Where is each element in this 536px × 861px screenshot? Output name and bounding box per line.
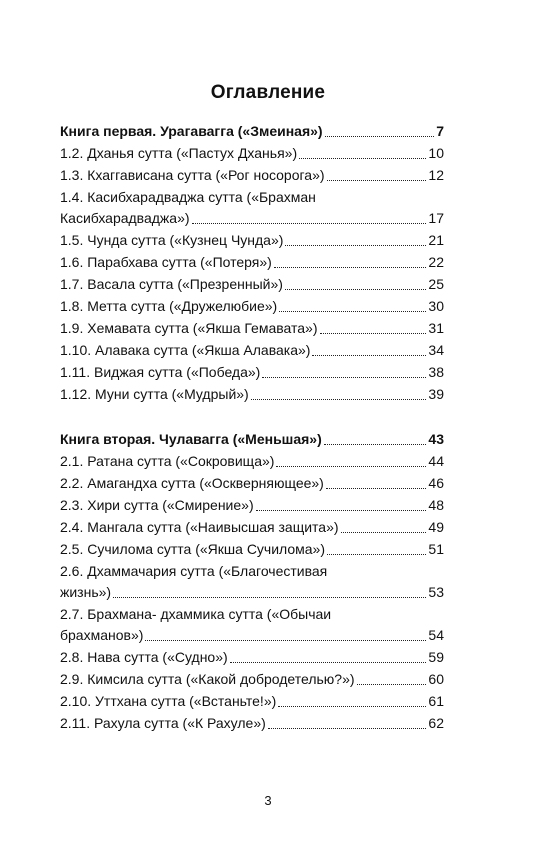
toc-entry-page: 12 [428, 167, 444, 183]
toc-entry-title: 2.3. Хири сутта («Смирение») [60, 497, 254, 513]
toc-entry [60, 539, 444, 560]
toc-entry-title: 2.4. Мангала сутта («Наивысшая защита») [60, 519, 339, 535]
toc-entry-page: 46 [428, 475, 444, 491]
toc-entry-title: 1.3. Кхаггависана сутта («Рог носорога») [60, 167, 325, 183]
toc-entry-page: 39 [428, 386, 444, 402]
toc-entry-title: 2.7. Брахмана- дхаммика сутта («Обычаи [60, 606, 332, 622]
dot-leader [299, 158, 426, 159]
toc-entry [60, 691, 444, 712]
table-of-contents [60, 121, 444, 735]
dot-leader [320, 333, 427, 334]
toc-entry [60, 165, 444, 186]
toc-entry-page: 51 [428, 541, 444, 557]
toc-entry-title-continued: жизнь») [60, 584, 112, 600]
toc-entry [60, 340, 444, 361]
dot-leader [192, 223, 427, 224]
toc-entry-title: 2.5. Сучилома сутта («Якша Сучилома») [60, 541, 326, 557]
toc-entry-title-continued: брахманов») [60, 627, 144, 643]
toc-book-title: Книга первая. Урагавагга («Змеиная») [60, 123, 323, 139]
toc-entry-page: 53 [428, 584, 444, 600]
toc-book-heading [60, 121, 444, 142]
toc-book-title: Книга вторая. Чулавагга («Меньшая») [60, 431, 322, 447]
toc-entry-page: 25 [428, 276, 444, 292]
toc-entry [60, 384, 444, 405]
section-spacer [60, 406, 444, 429]
page-number: 3 [264, 793, 272, 808]
toc-entry-title: 2.6. Дхаммачария сутта («Благочестивая [60, 563, 328, 579]
toc-entry [60, 473, 444, 494]
toc-entry-page: 31 [428, 320, 444, 336]
toc-entry-page: 10 [428, 145, 444, 161]
toc-entry [60, 230, 444, 251]
toc-entry [60, 713, 444, 734]
toc-entry-page: 61 [428, 693, 444, 709]
dot-leader [312, 355, 426, 356]
toc-book-page: 43 [428, 431, 444, 447]
dot-leader [357, 684, 427, 685]
toc-entry [60, 517, 444, 538]
dot-leader [145, 640, 426, 641]
dot-leader [278, 706, 426, 707]
dot-leader [327, 180, 427, 181]
dot-leader [326, 488, 427, 489]
dot-leader [279, 311, 426, 312]
dot-leader [327, 554, 426, 555]
dot-leader [262, 377, 426, 378]
toc-entry-title: 1.5. Чунда сутта («Кузнец Чунда») [60, 232, 284, 248]
toc-entry-title: 1.10. Алавака сутта («Якша Алавака») [60, 342, 311, 358]
toc-entry-title: 1.7. Васала сутта («Презренный») [60, 276, 283, 292]
toc-entry-page: 38 [428, 364, 444, 380]
page-title: Оглавление [210, 82, 326, 103]
toc-entry [60, 362, 444, 383]
toc-entry [60, 669, 444, 690]
toc-entry-title: 1.9. Хемавата сутта («Якша Гемавата») [60, 320, 318, 336]
dot-leader [285, 289, 427, 290]
toc-entry [60, 187, 444, 229]
toc-entry-title: 2.1. Ратана сутта («Сокровища») [60, 453, 275, 469]
toc-entry-page: 22 [428, 254, 444, 270]
toc-entry-title: 1.8. Метта сутта («Дружелюбие») [60, 298, 278, 314]
toc-entry-title: 2.10. Уттхана сутта («Встаньте!») [60, 693, 277, 709]
toc-entry-title: 1.11. Виджая сутта («Победа») [60, 364, 261, 380]
toc-book-page: 7 [436, 123, 444, 139]
toc-entry-page: 17 [428, 210, 444, 226]
toc-entry-title: 1.12. Муни сутта («Мудрый») [60, 386, 249, 402]
toc-entry-title: 2.8. Нава сутта («Судно») [60, 649, 228, 665]
toc-entry [60, 561, 444, 603]
toc-entry-title: 2.11. Рахула сутта («К Рахуле») [60, 715, 266, 731]
toc-entry [60, 296, 444, 317]
toc-entry-page: 21 [428, 232, 444, 248]
toc-entry-title: 2.9. Кимсила сутта («Какой добродетелью?») [60, 671, 355, 687]
dot-leader [256, 510, 427, 511]
toc-entry-page: 44 [428, 453, 444, 469]
toc-entry [60, 318, 444, 339]
toc-entry [60, 451, 444, 472]
toc-entry-page: 30 [428, 298, 444, 314]
toc-entry [60, 274, 444, 295]
toc-entry-title: 1.4. Касибхарадваджа сутта («Брахман [60, 189, 316, 205]
toc-entry-title: 1.2. Дханья сутта («Пастух Дханья») [60, 145, 298, 161]
dot-leader [325, 136, 435, 137]
toc-entry-page: 62 [428, 715, 444, 731]
toc-entry-page: 48 [428, 497, 444, 513]
toc-entry-title-continued: Касибхарадваджа») [60, 210, 190, 226]
toc-entry-page: 34 [428, 342, 444, 358]
toc-entry [60, 143, 444, 164]
dot-leader [113, 597, 426, 598]
toc-entry-page: 60 [428, 671, 444, 687]
dot-leader [276, 466, 426, 467]
toc-entry [60, 495, 444, 516]
toc-entry-title: 1.6. Парабхава сутта («Потеря») [60, 254, 272, 270]
toc-entry [60, 604, 444, 646]
toc-entry-title: 2.2. Амагандха сутта («Оскверняющее») [60, 475, 324, 491]
dot-leader [251, 399, 427, 400]
toc-book-heading [60, 429, 444, 450]
toc-entry-page: 49 [428, 519, 444, 535]
toc-entry [60, 647, 444, 668]
dot-leader [341, 532, 427, 533]
toc-entry [60, 252, 444, 273]
dot-leader [268, 728, 427, 729]
toc-entry-page: 59 [428, 649, 444, 665]
toc-entry-page: 54 [428, 627, 444, 643]
dot-leader [285, 245, 426, 246]
dot-leader [230, 662, 427, 663]
dot-leader [324, 444, 427, 445]
dot-leader [274, 267, 427, 268]
